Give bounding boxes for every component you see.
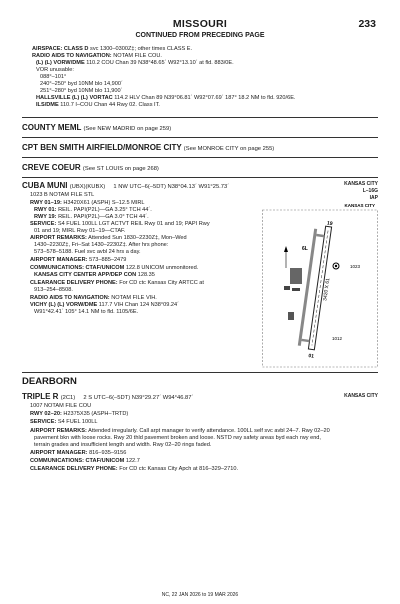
cont-line: ILS/DME 110.7 I–COU Chan 44 Rwy 02. Class IT. bbox=[36, 102, 160, 108]
continued-banner: CONTINUED FROM PRECEDING PAGE bbox=[135, 32, 265, 39]
cuba-line: 573–578–5188. Fuel svc avbl 24 hrs a day. bbox=[34, 249, 141, 255]
cont-line: 088°–101° bbox=[40, 74, 67, 80]
hangar bbox=[284, 286, 290, 290]
cuba-line: SERVICE: S4 FUEL 100LL LGT ACTVT REIL Rwy 01 and 19; PAPI Rwy bbox=[30, 221, 210, 227]
bearing-label: 6L bbox=[302, 246, 308, 252]
divider bbox=[22, 177, 378, 178]
cuba-line: AIRPORT REMARKS: Attended Sun 1830–2230Z‡, Mon–Wed bbox=[30, 235, 187, 241]
cont-line: AIRSPACE: CLASS D svc 1300–0300Z‡; other times CLASS E. bbox=[32, 46, 193, 52]
creve-coeur-entry: CREVE COEUR (See ST LOUIS on page 268) bbox=[22, 163, 159, 172]
runway-dimensions: 3420 X 61 bbox=[322, 277, 332, 302]
cont-line: 251°–280° byd 10NM blo 11,900´ bbox=[40, 88, 123, 94]
cont-line: HALLSVILLE (L) (L) VORTAC 114.2 HLV Chan 89 N39°06.81´ W92°07.69´ 187° 18.2 NM to fld. 920/6E. bbox=[36, 95, 296, 101]
field-elev-bottom: 1012 bbox=[332, 336, 343, 341]
cuba-chart-refs: KANSAS CITY L–16G IAP bbox=[344, 181, 378, 201]
hangar bbox=[288, 312, 294, 320]
divider bbox=[22, 157, 378, 158]
cuba-line: VICHY (L) (L) VORW/DME 117.7 VIH Chan 124 N38°09.24´ bbox=[30, 302, 179, 308]
city-heading-dearborn: DEARBORN bbox=[22, 376, 77, 387]
divider bbox=[22, 372, 378, 373]
field-elev-top: 1023 bbox=[350, 264, 361, 269]
cuba-line: RADIO AIDS TO NAVIGATION: NOTAM FILE VIH. bbox=[30, 295, 157, 301]
runway-19-label: 19 bbox=[326, 220, 333, 228]
triple-r-line: COMMUNICATIONS: CTAF/UNICOM 122.7 bbox=[30, 458, 140, 464]
triple-r-line: AIRPORT REMARKS: Attended irregularly. Call arpt manager to verify attendance. 100LL self svc avbl 24–7. Rwy 02–20 bbox=[30, 428, 330, 434]
triple-r-elev-line: 1007 NOTAM FILE COU bbox=[30, 403, 92, 409]
cuba-line: 913–254–8508. bbox=[34, 287, 73, 293]
runway-01-label: 01 bbox=[307, 353, 315, 360]
cont-line: 240°–250° byd 10NM blo 14,900´ bbox=[40, 81, 123, 87]
cpt-ben-smith-entry: CPT BEN SMITH AIRFIELD/MONROE CITY (See MONROE CITY on page 255) bbox=[22, 143, 275, 152]
cuba-line: RWY 19: REIL. PAPI(P2L)—GA 3.0° TCH 44´. bbox=[34, 214, 149, 220]
triple-r-line: terrain grades and insufficient length and width. Rwy 02–20 rings faded. bbox=[34, 442, 212, 448]
diagram-region-label: KANSAS CITY bbox=[344, 203, 375, 208]
cuba-line: AIRPORT MANAGER: 573–885–2479 bbox=[30, 257, 127, 263]
cuba-line: CLEARANCE DELIVERY PHONE: For CD ctc Kansas City ARTCC at bbox=[30, 280, 204, 286]
hangar bbox=[292, 288, 300, 291]
cuba-line: RWY 01: REIL. PAPI(P2L)—GA 3.25° TCH 44´. bbox=[34, 207, 152, 213]
divider bbox=[22, 117, 378, 118]
cuba-muni-title: CUBA MUNI (UBX)(KUBX) 1 NW UTC–6(–5DT) N38°04.13´ W91°25.73´ bbox=[22, 181, 230, 190]
effective-date-footer: NC, 22 JAN 2026 to 19 MAR 2026 bbox=[161, 592, 239, 598]
triple-r-title: TRIPLE R (2C1) 2 S UTC–6(–5DT) N39°29.27´ W94°46.87´ bbox=[22, 392, 194, 401]
triple-r-line: CLEARANCE DELIVERY PHONE: For CD ctc Kansas City Apch at 816–329–2710. bbox=[30, 466, 238, 472]
taxiway-connector bbox=[302, 340, 310, 341]
triple-r-line: pavement bkn with loose rocks. Rwy 20 thld pavement broken and loose. NSTD rwy safety areas byd each rwy end, bbox=[34, 435, 321, 441]
cont-line: RADIO AIDS TO NAVIGATION: NOTAM FILE COU. bbox=[32, 53, 162, 59]
apron bbox=[290, 268, 302, 284]
cuba-line: 01 and 19; MIRL Rwy 01–19—CTAF. bbox=[34, 228, 126, 234]
cuba-line: 1430–2230Z‡, Fri–Sat 1430–2230Z‡. After hrs phone: bbox=[34, 242, 169, 248]
divider bbox=[22, 137, 378, 138]
taxiway-connector bbox=[316, 235, 324, 236]
triple-r-line: SERVICE: S4 FUEL 100LL bbox=[30, 419, 98, 425]
page-number: 233 bbox=[358, 18, 376, 30]
cont-line: (L) (L) VORW/DME 110.2 COU Chan 39 N38°48.65´ W92°13.10´ at fld. 883/0E. bbox=[36, 60, 234, 66]
cuba-line: KANSAS CITY CENTER APP/DEP CON 128.35 bbox=[34, 272, 155, 278]
cuba-elev-line: 1023 B NOTAM FILE STL bbox=[30, 192, 95, 198]
triple-r-line: RWY 02–20: H2375X35 (ASPH–TRTD) bbox=[30, 411, 129, 417]
cuba-line: RWY 01–19: H3420X61 (ASPH) S–12.5 MIRL bbox=[30, 200, 145, 206]
state-title: MISSOURI bbox=[172, 18, 228, 30]
cuba-airport-diagram bbox=[262, 203, 378, 368]
cont-line: VOR unusable: bbox=[36, 67, 74, 73]
cuba-line: W91°42.41´ 105° 14.1 NM to fld. 1105/6E. bbox=[34, 309, 139, 315]
cuba-line: COMMUNICATIONS: CTAF/UNICOM 122.8 UNICOM unmonitored. bbox=[30, 265, 199, 271]
triple-r-line: AIRPORT MANAGER: 816–935–9156 bbox=[30, 450, 127, 456]
triple-r-chart-ref: KANSAS CITY bbox=[344, 393, 378, 399]
county-meml-entry: COUNTY MEML (See NEW MADRID on page 259) bbox=[22, 123, 172, 132]
